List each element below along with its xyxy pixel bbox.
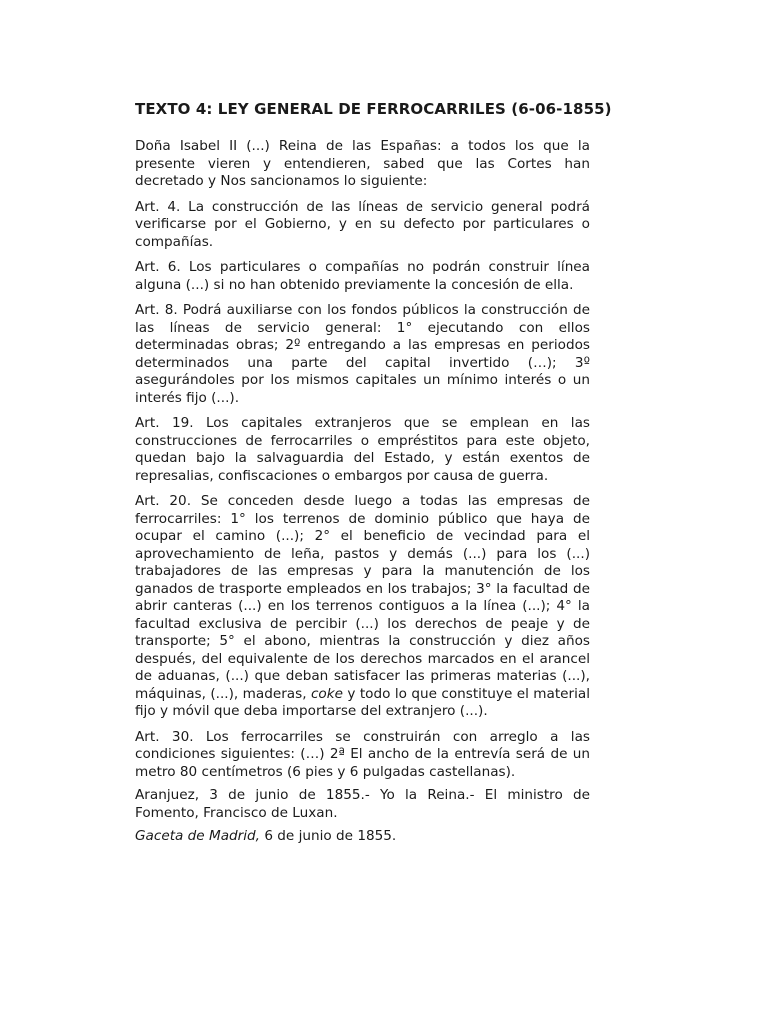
article-20-paragraph [135, 493, 590, 721]
source-publication: Gaceta de Madrid, [135, 828, 260, 844]
source-citation [135, 828, 590, 846]
document-title: TEXTO 4: LEY GENERAL DE FERROCARRILES (6-06-1855) [135, 100, 612, 118]
intro-paragraph: Doña Isabel II (...) Reina de las Españas: a todos los que la presente vieren y entendieren, sabed que las Cortes han decretado y Nos sancionamos lo siguiente: [135, 138, 590, 189]
document-page [135, 100, 612, 846]
article-20-text-start: Art. 20. Se conceden desde luego a todas las empresas de ferrocarriles: 1° los terrenos de dominio público que haya de ocupar el camino (...); 2° el beneficio de vecindad para el aprovechamiento de leña, pastos y demás (...) para los (...) trabajadores de las empresas y para la manutención de los ganados de trasporte empleados en los trabajos; 3° la facultad de abrir canteras (...) en los terrenos contiguos a la línea (...); 4° la facultad exclusiva de percibir (...) los derechos de peaje y de transporte; 5° el abono, mientras la construcción y diez años después, del equivalente de los derechos marcados en el arancel de aduanas, (...) que deban satisfacer las primeras materias (...), máquinas, (...), maderas, [135, 493, 590, 702]
source-date: 6 de junio de 1855. [260, 828, 397, 844]
article-20-text-end: y todo lo que constituye el material fijo y móvil que deba importarse del extranjero (...). [135, 685, 590, 719]
article-4-paragraph: Art. 4. La construcción de las líneas de servicio general podrá verificarse por el Gobierno, y en su defecto por particulares o compañías. [135, 198, 590, 250]
article-19-paragraph: Art. 19. Los capitales extranjeros que se emplean en las construcciones de ferrocarriles o empréstitos para este objeto, quedan bajo la salvaguardia del Estado, y están exentos de represalias, confiscaciones o embargos por causa de guerra. [135, 415, 590, 484]
article-6-paragraph: Art. 6. Los particulares o compañías no podrán construir línea alguna (...) si no han obtenido previamente la concesión de ella. [135, 259, 590, 293]
article-20-italic-word: coke [310, 685, 343, 702]
article-8-paragraph: Art. 8. Podrá auxiliarse con los fondos públicos la construcción de las líneas de servicio general: 1° ejecutando con ellos determinadas obras; 2º entregando a las empresas en periodos determinados una parte del capital invertido (…); 3º asegurándoles por los mismos capitales un mínimo interés o un interés fijo (...). [135, 302, 590, 406]
closing-paragraph: Aranjuez, 3 de junio de 1855.- Yo la Reina.- El ministro de Fomento, Francisco de Luxan. [135, 787, 590, 821]
article-30-paragraph: Art. 30. Los ferrocarriles se construirán con arreglo a las condiciones siguientes: (…) 2ª El ancho de la entrevía será de un metro 80 centímetros (6 pies y 6 pulgadas castellanas). [135, 728, 590, 780]
